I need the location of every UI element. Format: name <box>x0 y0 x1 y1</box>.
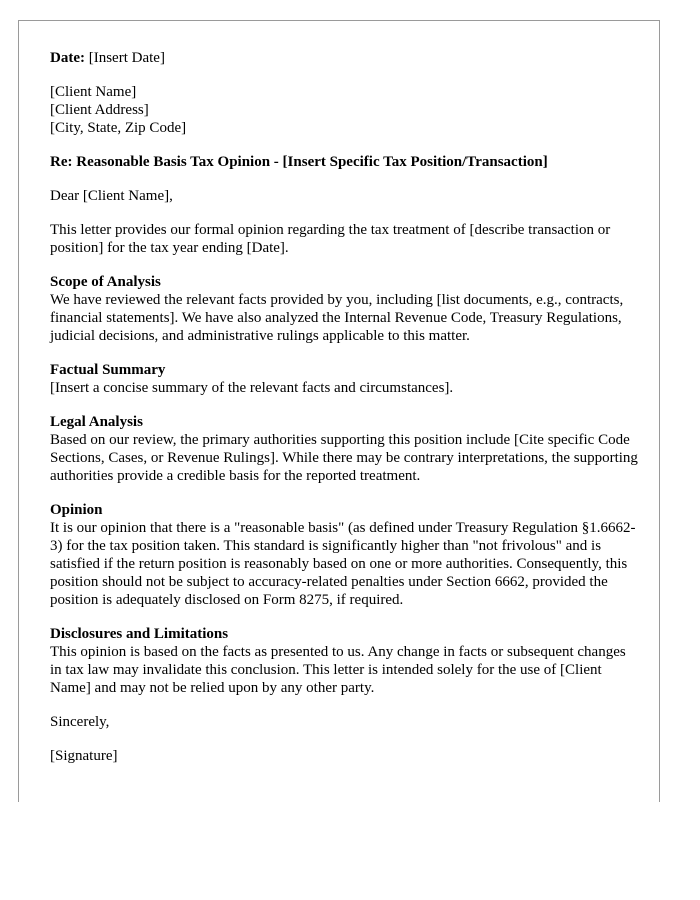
letter-content <box>50 49 640 781</box>
section-factual-summary <box>50 361 640 397</box>
date-value: [Insert Date] <box>84 50 165 66</box>
section-title: Factual Summary <box>50 362 166 378</box>
section-opinion <box>50 501 640 609</box>
client-city-state-zip: [City, State, Zip Code] <box>50 120 187 136</box>
closing: Sincerely, <box>50 714 110 730</box>
salutation: Dear [Client Name], <box>50 188 173 204</box>
subject-line: Re: Reasonable Basis Tax Opinion - [Insert Specific Tax Position/Transaction] <box>50 154 548 170</box>
section-title: Legal Analysis <box>50 414 143 430</box>
section-disclosures <box>50 625 640 697</box>
signature: [Signature] <box>50 748 118 764</box>
section-title: Scope of Analysis <box>50 274 161 290</box>
client-address-block <box>50 83 640 137</box>
letter-page <box>18 20 660 802</box>
section-title: Opinion <box>50 502 103 518</box>
client-name: [Client Name] <box>50 84 137 100</box>
client-address: [Client Address] <box>50 102 149 118</box>
date-line <box>50 49 640 67</box>
date-label: Date: <box>50 50 85 66</box>
section-title: Disclosures and Limitations <box>50 626 229 642</box>
section-body: [Insert a concise summary of the relevant facts and circumstances]. <box>50 380 454 396</box>
section-legal-analysis <box>50 413 640 485</box>
intro-paragraph: This letter provides our formal opinion regarding the tax treatment of [describe transaction or position] for the tax year ending [Date]. <box>50 222 611 256</box>
section-body: Based on our review, the primary authorities supporting this position include [Cite specific Code Sections, Cases, or Revenue Rulings]. While there may be contrary interpretations, the supporting authorities provide a credible basis for the reported treatment. <box>50 432 638 484</box>
section-body: It is our opinion that there is a "reasonable basis" (as defined under Treasury Regulation §1.6662-3) for the tax position taken. This standard is significantly higher than "not frivolous" and is satisfied if the return position is reasonably based on one or more authorities. Consequently, this position should not be subject to accuracy-related penalties under Section 6662, provided the position is adequately disclosed on Form 8275, if required. <box>50 520 636 608</box>
section-scope <box>50 273 640 345</box>
section-body: This opinion is based on the facts as presented to us. Any change in facts or subsequent changes in tax law may invalidate this conclusion. This letter is intended solely for the use of [Client Name] and may not be relied upon by any other party. <box>50 644 626 696</box>
section-body: We have reviewed the relevant facts provided by you, including [list documents, e.g., contracts, financial statements]. We have also analyzed the Internal Revenue Code, Treasury Regulations, judicial decisions, and administrative rulings applicable to this matter. <box>50 292 624 344</box>
